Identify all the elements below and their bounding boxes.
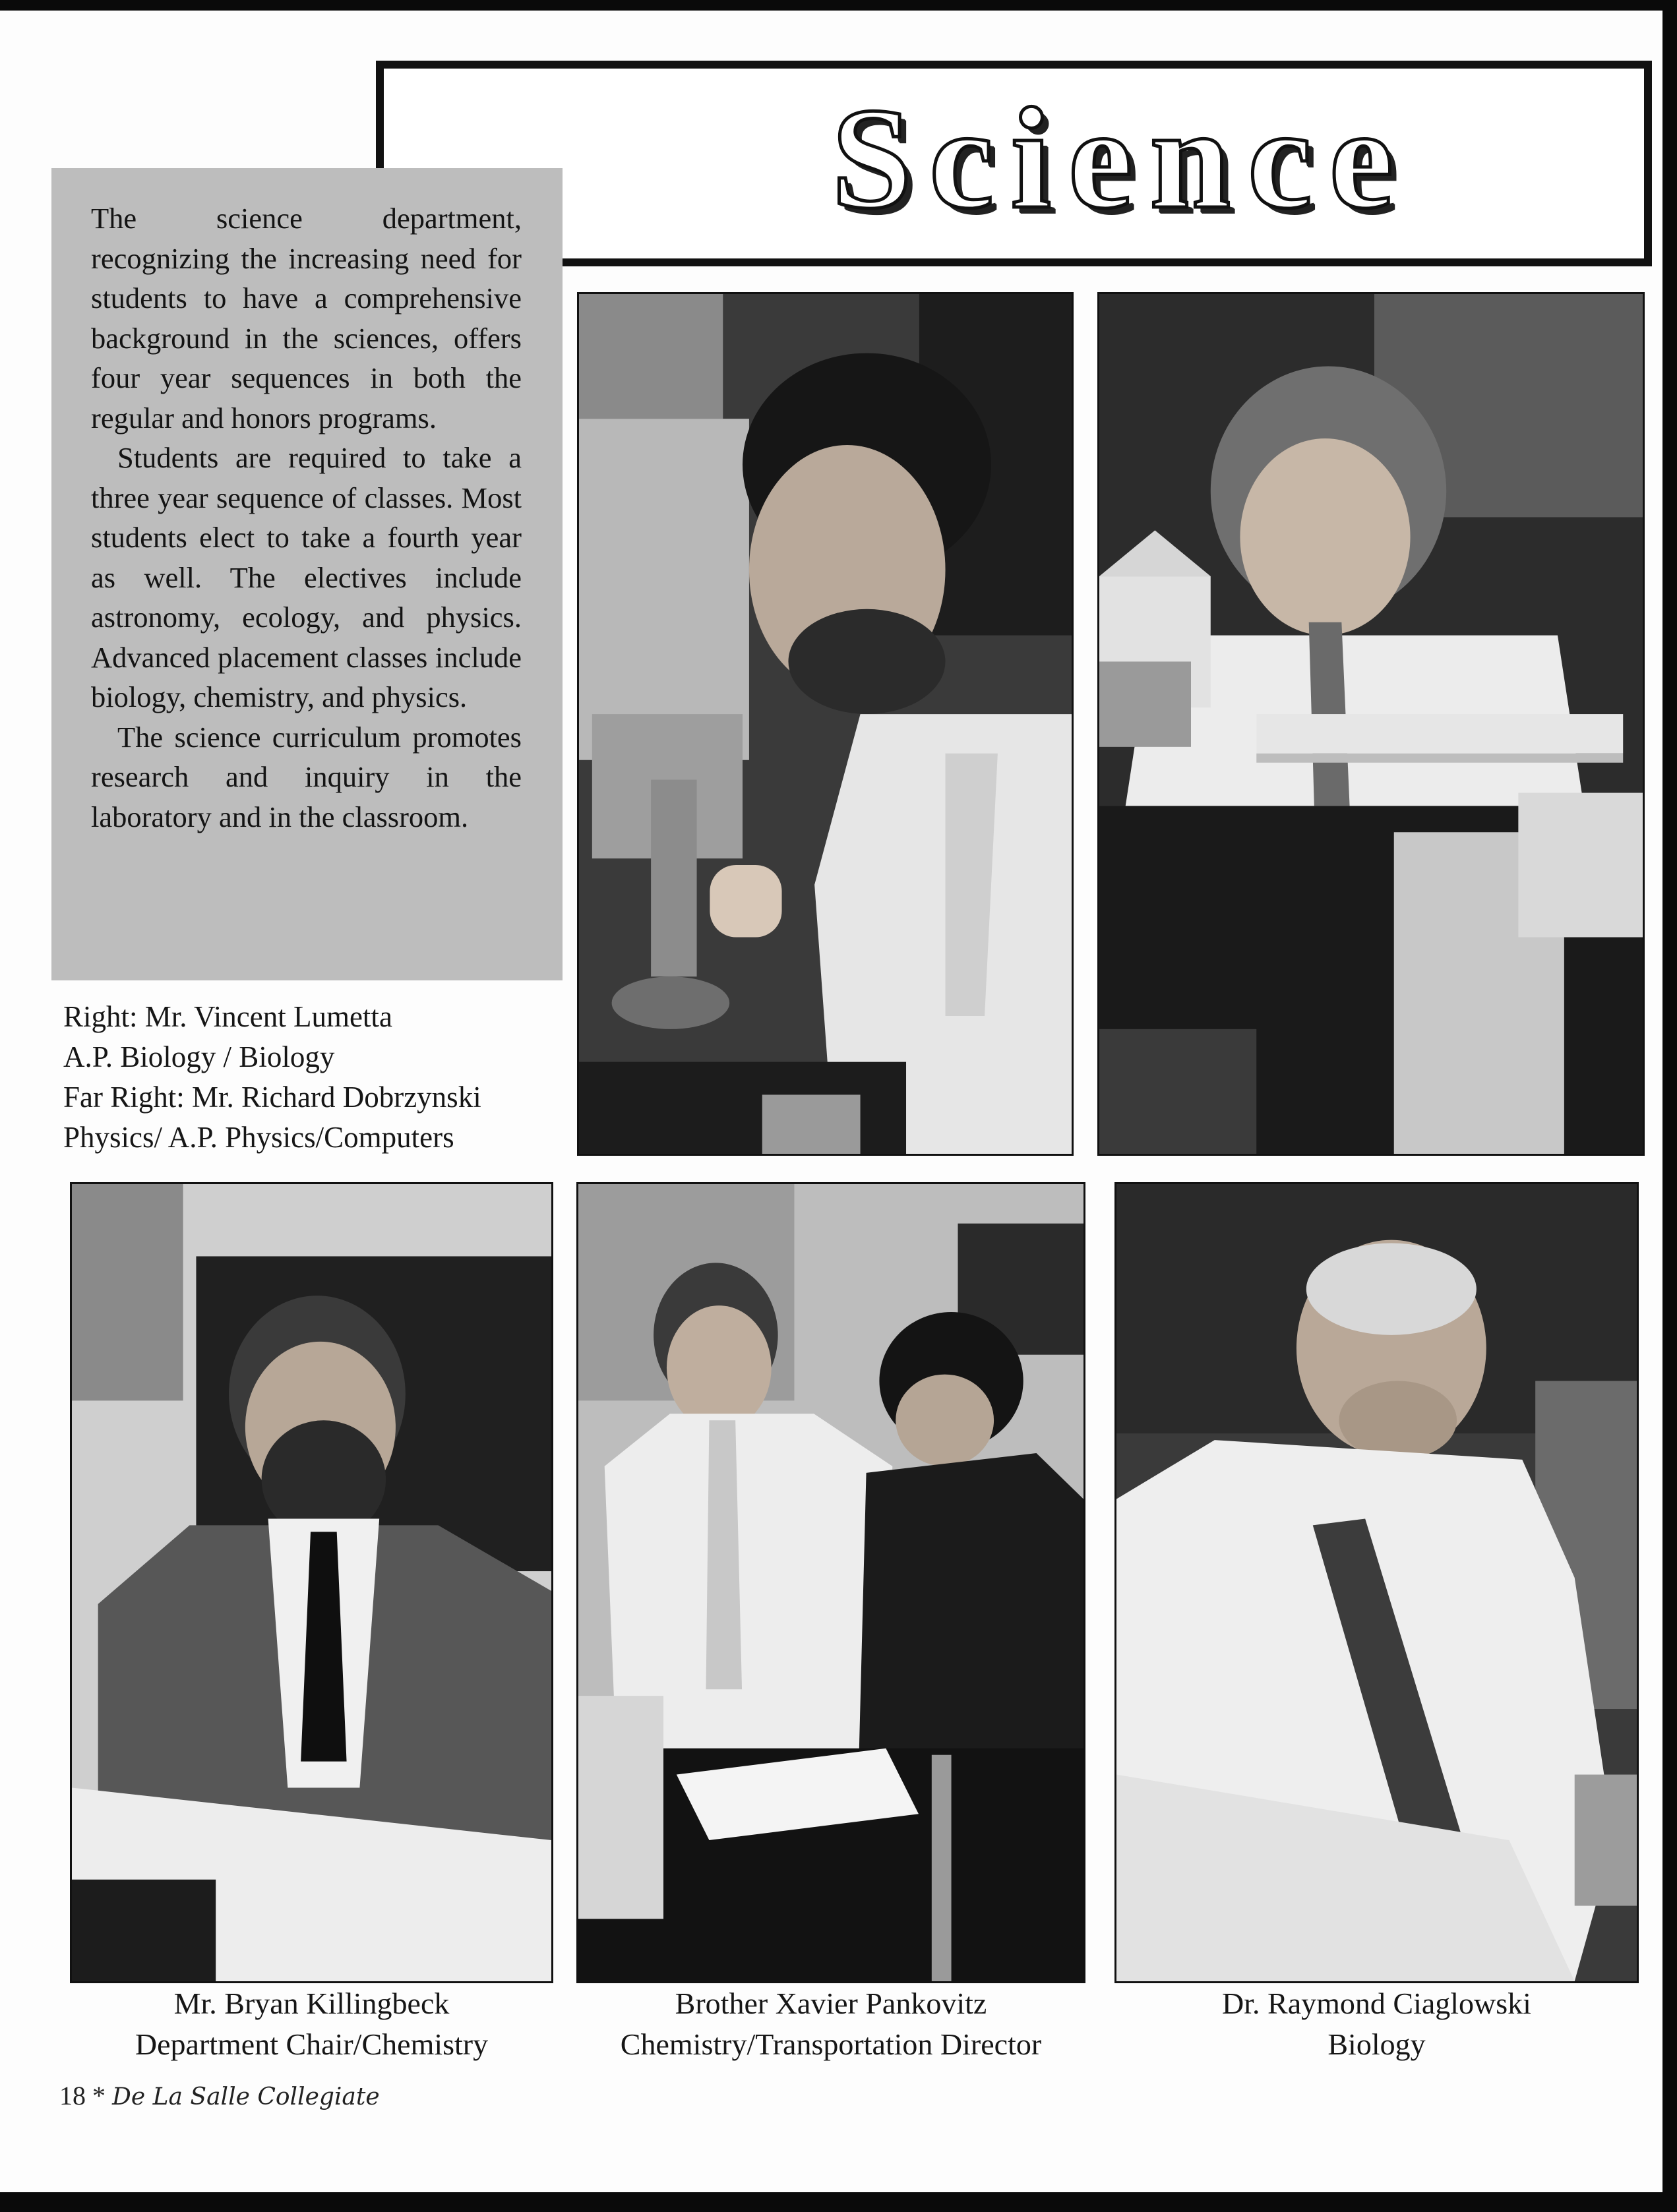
caption-line-2: A.P. Biology / Biology xyxy=(63,1040,335,1073)
photo-ciaglowski-image xyxy=(1116,1184,1637,1981)
photo-microscope-image xyxy=(579,294,1072,1154)
photo-bridge-image xyxy=(1099,294,1643,1154)
caption-line-4: Physics/ A.P. Physics/Computers xyxy=(63,1121,454,1154)
caption-pankovitz-name: Brother Xavier Pankovitz xyxy=(675,1987,987,2020)
caption-pankovitz-role: Chemistry/Transportation Director xyxy=(620,2027,1042,2061)
photo-ciaglowski xyxy=(1114,1182,1639,1983)
page-number: 18 * xyxy=(59,2081,106,2110)
caption-killingbeck-role: Department Chair/Chemistry xyxy=(135,2027,489,2061)
intro-paragraph-2: Students are required to take a three year sequence of classes. Most students elect to take a fourth year as well. The electives include astronomy, ecology, and physics. Advanced placement classes include biology, chemistry, and physics. xyxy=(91,441,522,713)
caption-line-3: Far Right: Mr. Richard Dobrzynski xyxy=(63,1081,481,1114)
caption-line-1: Right: Mr. Vincent Lumetta xyxy=(63,1000,392,1033)
photo-microscope-teacher xyxy=(577,292,1074,1156)
intro-paragraph-3: The science curriculum promotes research and inquiry in the laboratory and in the classroom. xyxy=(91,720,522,833)
page-footer xyxy=(59,2080,380,2111)
page-bottom-edge xyxy=(0,2192,1677,2212)
photo-pankovitz-image xyxy=(578,1184,1083,1981)
photo-bridge-teacher xyxy=(1097,292,1645,1156)
photo-killingbeck-image xyxy=(72,1184,551,1981)
caption-ciaglowski-role: Biology xyxy=(1327,2027,1426,2061)
caption-killingbeck xyxy=(70,1983,553,2065)
top-photos-caption xyxy=(63,997,564,1158)
caption-killingbeck-name: Mr. Bryan Killingbeck xyxy=(173,1987,450,2020)
page-top-edge xyxy=(0,0,1677,11)
intro-paragraph-1: The science department, recognizing the increasing need for students to have a comprehensive background in the sciences, offers four year sequences in both the regular and honors programs. xyxy=(91,202,522,434)
photo-killingbeck xyxy=(70,1182,553,1983)
page-title: Science xyxy=(831,78,1411,239)
publication-name: De La Salle Collegiate xyxy=(112,2083,380,2110)
page-right-edge xyxy=(1662,0,1677,2212)
photo-pankovitz xyxy=(576,1182,1085,1983)
caption-pankovitz xyxy=(576,1983,1085,2065)
caption-ciaglowski xyxy=(1114,1983,1639,2065)
intro-text-box xyxy=(51,168,563,980)
caption-ciaglowski-name: Dr. Raymond Ciaglowski xyxy=(1222,1987,1531,2020)
